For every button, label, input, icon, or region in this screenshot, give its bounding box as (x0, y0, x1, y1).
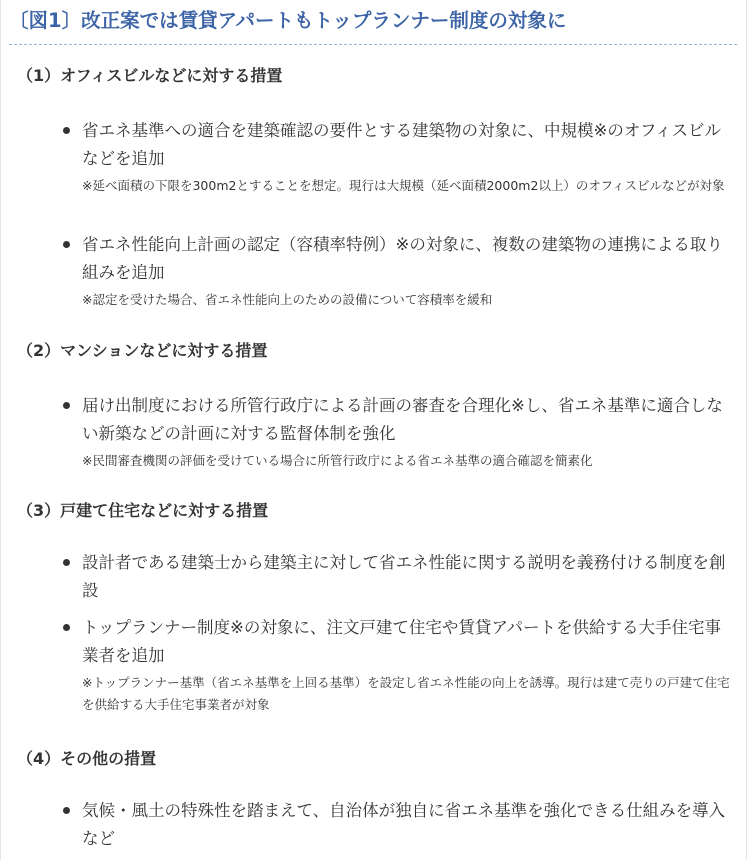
list-item (63, 797, 742, 852)
list-item-note: ※トップランナー基準（省エネ基準を上回る基準）を設定し省エネ性能の向上を誘導。現行は建て売りの戸建て住宅を供給する大手住宅事業者が対象 (82, 675, 730, 712)
list-item (63, 231, 735, 311)
bullet-icon (63, 241, 70, 248)
section-heading-condominium: （2）マンションなどに対する措置 (17, 341, 268, 360)
list-item-text: 設計者である建築士から建築主に対して省エネ性能に関する説明を義務付ける制度を創設 (82, 553, 726, 600)
section-heading-office: （1）オフィスビルなどに対する措置 (17, 66, 283, 85)
list-item-note: ※認定を受けた場合、省エネ性能向上のための設備について容積率を緩和 (82, 292, 493, 307)
bullet-icon (63, 559, 70, 566)
list-item (63, 549, 735, 604)
bullet-icon (63, 402, 70, 409)
list-item-note: ※民間審査機関の評価を受けている場合に所管行政庁による省エネ基準の適合確認を簡素化 (82, 453, 593, 468)
list-item-text: 省エネ性能向上計画の認定（容積率特例）※の対象に、複数の建築物の連携による取り組みを追加 (82, 235, 723, 282)
title-divider (9, 44, 737, 45)
section-heading-detached-house: （3）戸建て住宅などに対する措置 (17, 501, 269, 520)
list-item-text: 届け出制度における所管行政庁による計画の審査を合理化※し、省エネ基準に適合しない新築などの計画に対する監督体制を強化 (82, 396, 723, 443)
figure-title: 〔図1〕改正案では賃貸アパートもトップランナー制度の対象に (9, 9, 567, 32)
bullet-icon (63, 127, 70, 134)
list-item-text: トップランナー制度※の対象に、注文戸建て住宅や賃貸アパートを供給する大手住宅事業者を追加 (82, 618, 722, 665)
list-item (63, 392, 735, 472)
bullet-icon (63, 807, 70, 814)
list-item-note: ※延べ面積の下限を300m2とすることを想定。現行は大規模（延べ面積2000m2以上）のオフィスビルなどが対象 (82, 178, 725, 193)
list-item-text: 気候・風土の特殊性を踏まえて、自治体が独自に省エネ基準を強化できる仕組みを導入 など (82, 801, 742, 848)
list-item (63, 614, 735, 716)
list-item (63, 117, 735, 197)
bullet-icon (63, 624, 70, 631)
list-item-text: 省エネ基準への適合を建築確認の要件とする建築物の対象に、中規模※のオフィスビルなどを追加 (82, 121, 722, 168)
section-heading-other: （4）その他の措置 (17, 749, 157, 768)
